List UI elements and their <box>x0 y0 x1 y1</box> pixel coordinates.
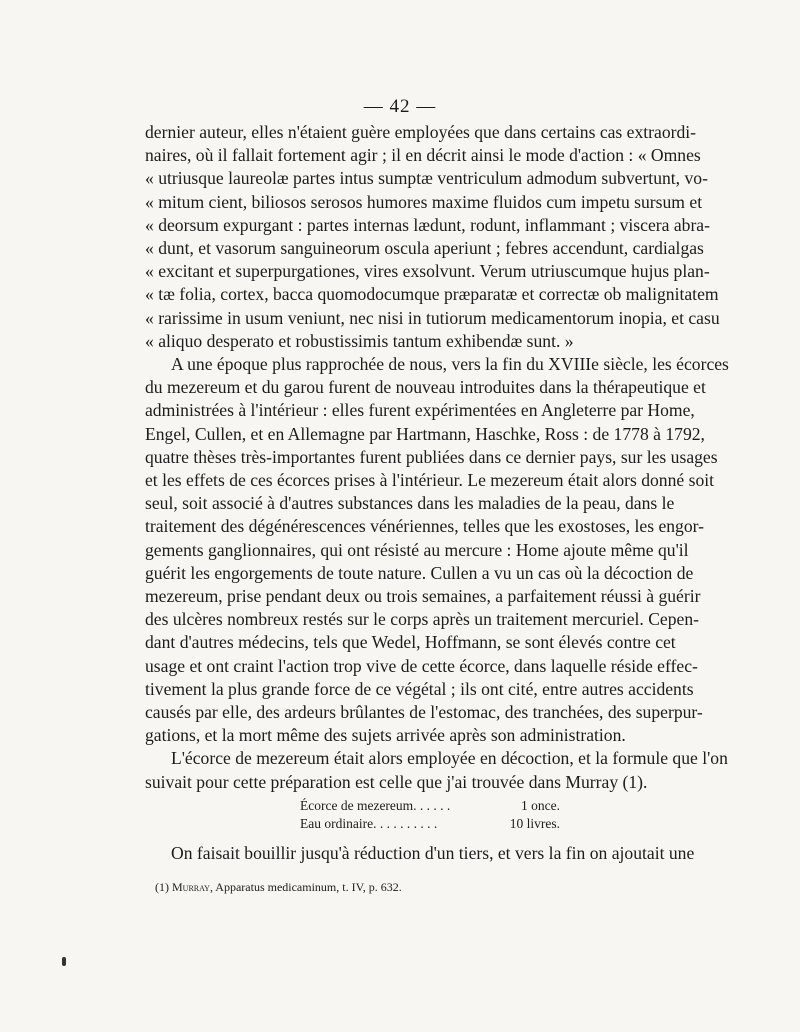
formula-row <box>300 797 560 815</box>
formula-quantity: 1 once. <box>521 798 560 813</box>
text-line: Engel, Cullen, et en Allemagne par Hartmann, Haschke, Ross : de 1778 à 1792, <box>145 423 705 444</box>
text-line: et les effets de ces écorces prises à l'intérieur. Le mezereum était alors donné soit <box>145 470 715 491</box>
text-line: usage et ont craint l'action trop vive de cette écorce, dans laquelle réside effec- <box>145 655 698 676</box>
text-line: « tæ folia, cortex, bacca quomodocumque præparatæ et correctæ ob malignitatem <box>145 284 719 305</box>
text-line: naires, où il fallait fortement agir ; il en décrit ainsi le mode d'action : « Omnes <box>145 145 701 166</box>
footnote <box>155 880 402 895</box>
text-line: gements ganglionnaires, qui ont résisté au mercure : Home ajoute même qu'il <box>145 539 689 560</box>
text-line: « dunt, et vasorum sanguineorum oscula aperiunt ; febres accendunt, cardialgas <box>145 238 704 259</box>
text-line: « rarissime in usum veniunt, nec nisi in tutiorum medicamentorum inopia, et casu <box>145 307 720 328</box>
text-line: tivement la plus grande force de ce végétal ; ils ont cité, entre autres accidents <box>145 678 694 699</box>
body-text <box>145 121 729 794</box>
text-line: dernier auteur, elles n'étaient guère employées que dans certains cas extraordi- <box>145 122 697 142</box>
text-line: « aliquo desperato et robustissimis tantum exhibendæ sunt. » <box>145 330 574 351</box>
text-line: mezereum, prise pendant deux ou trois semaines, a parfaitement réussi à guérir <box>145 586 701 607</box>
text-line: L'écorce de mezereum était alors employée en décoction, et la formule que l'on <box>171 748 728 769</box>
text-line: « mitum cient, biliosos serosos humores maxime fluidos cum impetu sursum et <box>145 191 703 212</box>
text-line: guérit les engorgements de toute nature. Cullen a vu un cas où la décoction de <box>145 562 694 583</box>
ink-mark <box>62 957 66 966</box>
text-line: gations, et la mort même des sujets arrivée après son administration. <box>145 725 626 746</box>
text-line: du mezereum et du garou furent de nouveau introduites dans la thérapeutique et <box>145 377 706 398</box>
text-line: On faisait bouillir jusqu'à réduction d'un tiers, et vers la fin on ajoutait une <box>171 843 695 863</box>
paragraph-4 <box>145 842 695 865</box>
text-line: quatre thèses très-importantes furent publiées dans ce dernier pays, sur les usages <box>145 446 718 467</box>
text-line: A une époque plus rapprochée de nous, vers la fin du XVIIIe siècle, les écorces <box>171 354 729 375</box>
footnote-author: Murray, <box>172 880 213 894</box>
text-line: « deorsum expurgant : partes internas lædunt, rodunt, inflammant ; viscera abra- <box>145 214 710 235</box>
paragraph-2 <box>145 353 729 747</box>
text-line: administrées à l'intérieur : elles furent expérimentées en Angleterre par Home, <box>145 400 695 421</box>
text-line: suivait pour cette préparation est celle que j'ai trouvée dans Murray (1). <box>145 771 648 792</box>
footnote-text: Apparatus medicaminum, t. IV, p. 632. <box>215 880 402 894</box>
footnote-marker: (1) <box>155 880 169 894</box>
formula-table <box>300 797 560 833</box>
paragraph-3 <box>145 747 728 793</box>
text-line: seul, soit associé à d'autres substances dans les maladies de la peau, dans le <box>145 493 675 514</box>
text-line: dant d'autres médecins, tels que Wedel, Hoffmann, se sont élevés contre cet <box>145 632 676 653</box>
text-line: « excitant et superpurgationes, vires exsolvunt. Verum utriuscumque hujus plan- <box>145 261 710 282</box>
text-line: « utriusque laureolæ partes intus sumptæ ventriculum admodum subvertunt, vo- <box>145 168 708 189</box>
text-line: des ulcères nombreux restés sur le corps après un traitement mercuriel. Cepen- <box>145 609 699 630</box>
page-number: — 42 — <box>363 96 437 117</box>
formula-ingredient: Eau ordinaire. . . . . . . . . . <box>300 816 438 831</box>
paragraph-1 <box>145 121 720 353</box>
text-line: causés par elle, des ardeurs brûlantes de l'estomac, des tranchées, des superpur- <box>145 702 703 723</box>
formula-quantity: 10 livres. <box>509 816 560 831</box>
text-line: traitement des dégénérescences vénériennes, telles que les exostoses, les engor- <box>145 516 705 537</box>
formula-ingredient: Écorce de mezereum. . . . . . <box>300 798 451 813</box>
formula-row <box>300 815 560 833</box>
